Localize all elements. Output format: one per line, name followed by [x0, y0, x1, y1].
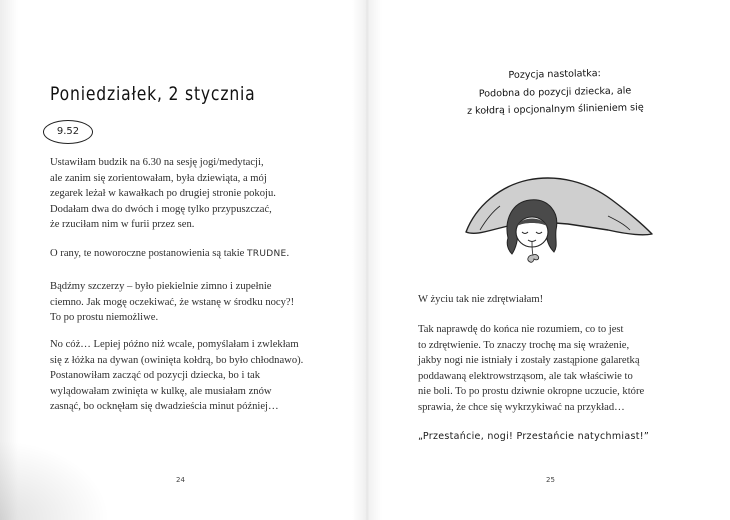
paragraph-numb — [418, 292, 543, 308]
text-line: O rany, te noworoczne postanowienia są takie — [50, 248, 247, 259]
emphasis-text: TRUDNE — [247, 249, 287, 259]
text-line: nie boli. To po prostu dziwnie okropne uczucie, które — [418, 386, 645, 398]
text-line: poddawaną elektrowstrząsom, ale tak właściwie to — [418, 370, 633, 382]
illustration-caption — [429, 63, 680, 121]
paragraph-resolutions — [50, 246, 289, 263]
text-line: Postanowiłam zacząć od pozycji dziecka, bo i tak — [50, 370, 261, 382]
page-number-right: 25 — [546, 476, 555, 484]
text-line: No cóż… Lepiej późno niż wcale, pomyślałam i zwlekłam — [50, 339, 299, 350]
text-line: się z łóżka na dywan (owinięta kołdrą, bo było chłodnawo). — [50, 354, 304, 366]
paragraph-alarm — [50, 155, 276, 233]
text-line: sprawia, że chce się wykrzykiwać na przykład… — [418, 401, 625, 413]
text-line: to zdrętwienie. To znaczy trochę ma się wrażenie, — [418, 339, 630, 351]
text-line: ciemno. Jak mogę oczekiwać, że wstanę w środku nocy?! — [50, 296, 295, 308]
caption-line: Podobna do pozycji dziecka, ale — [478, 84, 632, 100]
time-badge: 9.52 — [43, 120, 93, 144]
teenager-pose-illustration — [458, 160, 658, 270]
chapter-title: Poniedziałek, 2 stycznia — [50, 83, 256, 105]
blanket-drawing — [466, 178, 652, 235]
text-line: Bądźmy szczerzy – było piekielnie zimno i zupełnie — [50, 281, 272, 292]
text-line: że rzuciłam nim w furii przez sen. — [50, 219, 195, 231]
text-line: zegarek leżał w kawałkach po drugiej stronie pokoju. — [50, 188, 276, 200]
text-line: jakby nogi nie istniały i zostały zastąpione galaretką — [418, 355, 640, 367]
text-line: ale zanim się zorientowałam, była dziewiąta, a mój — [50, 172, 267, 184]
caption-line: z kołdrą i opcjonalnym ślinieniem się — [466, 102, 644, 117]
text-line: Dodałam dwa do dwóch i mogę tylko przypuszczać, — [50, 203, 272, 215]
shout-quote: „Przestańcie, nogi! Przestańcie natychmiast!” — [418, 431, 650, 442]
page-number-left: 24 — [176, 476, 185, 484]
text-line: W życiu tak nie zdrętwiałam! — [418, 294, 544, 305]
paragraph-explanation — [418, 322, 644, 416]
paragraph-honest — [50, 279, 294, 326]
text-line: Ustawiłam budzik na 6.30 na sesję jogi/medytacji, — [50, 157, 264, 168]
text-line: wylądowałam zwinięta w kulkę, ale musiałam znów — [50, 385, 272, 397]
text-line: To po prostu niemożliwe. — [50, 312, 159, 324]
text-line: zasnąć, bo ocknęłam się dwadzieścia minut później… — [50, 401, 279, 413]
text-line: Tak naprawdę do końca nie rozumiem, co to jest — [418, 324, 624, 335]
paragraph-child-pose — [50, 337, 303, 415]
text-line: . — [286, 248, 290, 259]
caption-line: Pozycja nastolatka: — [508, 68, 601, 81]
